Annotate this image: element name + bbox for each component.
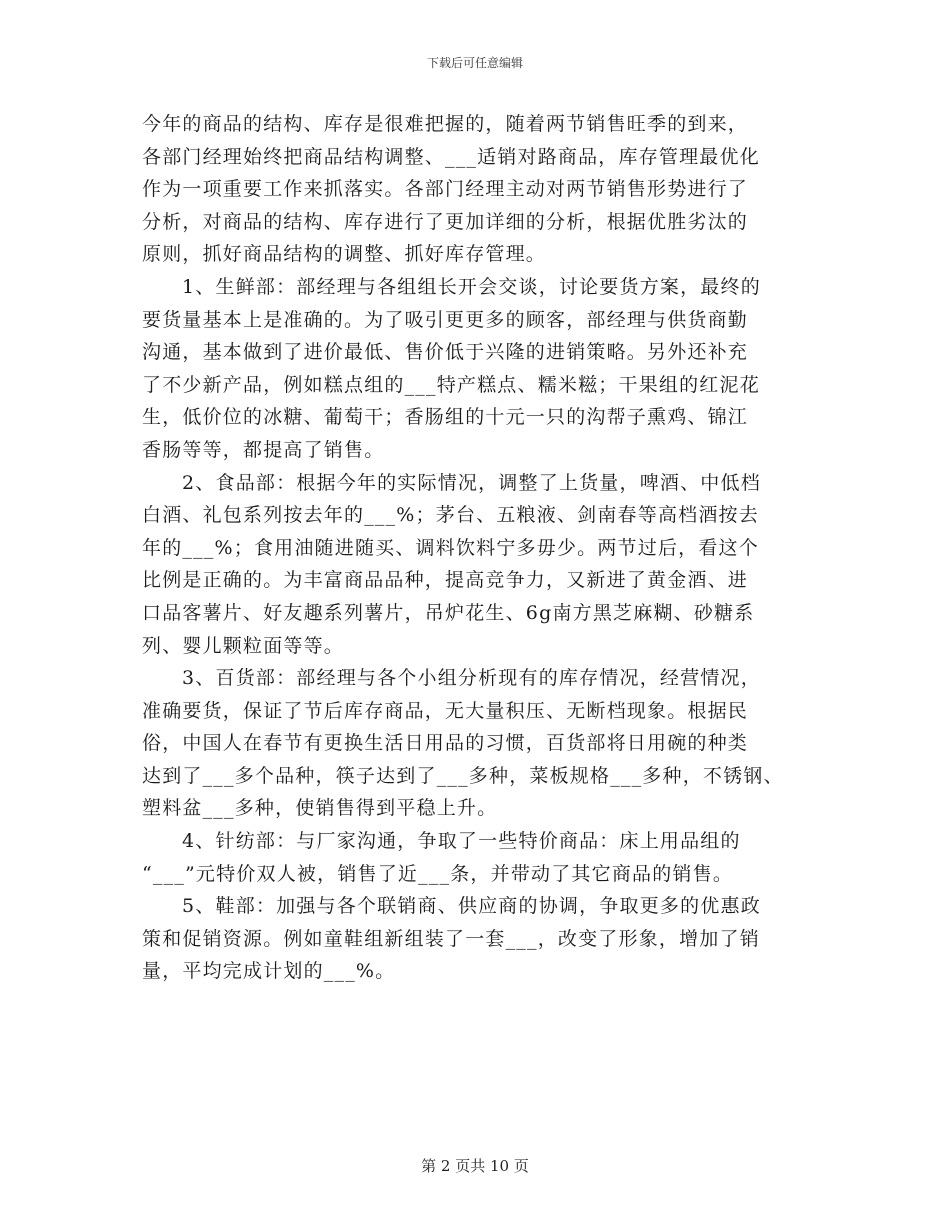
text-line: 生，低价位的冰糖、葡萄干；香肠组的十元一只的沟帮子熏鸡、锦江 [142, 406, 749, 429]
text-line: 各部门经理始终把商品结构调整、___适销对路商品，库存管理最优化 [142, 145, 760, 168]
text-line: 了不少新产品，例如糕点组的___特产糕点、糯米糍；干果组的红泥花 [142, 373, 760, 396]
paragraph-food [142, 467, 818, 663]
text-line: 塑料盆___多种，使销售得到平稳上升。 [142, 797, 498, 820]
text-line: 作为一项重要工作来抓落实。各部门经理主动对两节销售形势进行了 [142, 178, 749, 201]
page-footer: 第 2 页共 10 页 [421, 1157, 529, 1175]
text-line: 香肠等等，都提高了销售。 [142, 438, 385, 461]
text-line: 沟通，基本做到了进价最低、售价低于兴隆的进销策略。另外还补充 [142, 341, 749, 364]
page-header: 下载后可任意编辑 [426, 56, 523, 70]
text-line: 列、婴儿颗粒面等等。 [142, 634, 345, 657]
paragraph-general-merchandise [142, 662, 818, 825]
text-line: 量，平均完成计划的___%。 [142, 960, 396, 983]
text-line: “___”元特价双人被，销售了近___条，并带动了其它商品的销售。 [142, 862, 734, 885]
text-line: 今年的商品的结构、库存是很难把握的，随着两节销售旺季的到来， [142, 113, 749, 135]
text-line: 要货量基本上是准确的。为了吸引更更多的顾客，部经理与供货商勤 [142, 308, 749, 331]
paragraph-intro [142, 108, 818, 271]
text-line: 4、针纺部：与厂家沟通，争取了一些特价商品：床上用品组的 [182, 830, 741, 853]
text-line: 白酒、礼包系列按去年的___%；茅台、五粮液、剑南春等高档酒按去 [142, 504, 759, 527]
paragraph-fresh-food [142, 271, 818, 467]
paragraph-shoes [142, 890, 818, 988]
text-line: 分析，对商品的结构、库存进行了更加详细的分析，根据优胜劣汰的 [142, 210, 749, 233]
text-line: 3、百货部：部经理与各个小组分析现有的库存情况，经营情况， [182, 667, 761, 690]
text-line: 准确要货，保证了节后库存商品，无大量积压、无断档现象。根据民 [142, 699, 749, 722]
document-body [142, 108, 818, 988]
text-line: 年的___%；食用油随进随买、调料饮料宁多毋少。两节过后，看这个 [142, 536, 759, 559]
text-line: 原则，抓好商品结构的调整、抓好库存管理。 [142, 243, 547, 266]
text-line: 5、鞋部：加强与各个联销商、供应商的协调，争取更多的优惠政 [182, 895, 761, 918]
text-line: 口品客薯片、好友趣系列薯片，吊炉花生、6g南方黑芝麻糊、砂糖系 [142, 601, 755, 624]
paragraph-textiles [142, 825, 818, 890]
text-line: 2、食品部：根据今年的实际情况，调整了上货量，啤酒、中低档 [182, 471, 761, 494]
text-line: 俗，中国人在春节有更换生活日用品的习惯，百货部将日用碗的种类 [142, 732, 749, 755]
text-line: 1、生鲜部：部经理与各组组长开会交谈，讨论要货方案，最终的 [182, 275, 761, 298]
text-line: 比例是正确的。为丰富商品品种，提高竞争力，又新进了黄金酒、进 [142, 569, 749, 592]
text-line: 策和促销资源。例如童鞋组新组装了一套___，改变了形象，增加了销 [142, 927, 760, 950]
text-line: 达到了___多个品种，筷子达到了___多种，菜板规格___多种，不锈钢、 [142, 764, 784, 787]
